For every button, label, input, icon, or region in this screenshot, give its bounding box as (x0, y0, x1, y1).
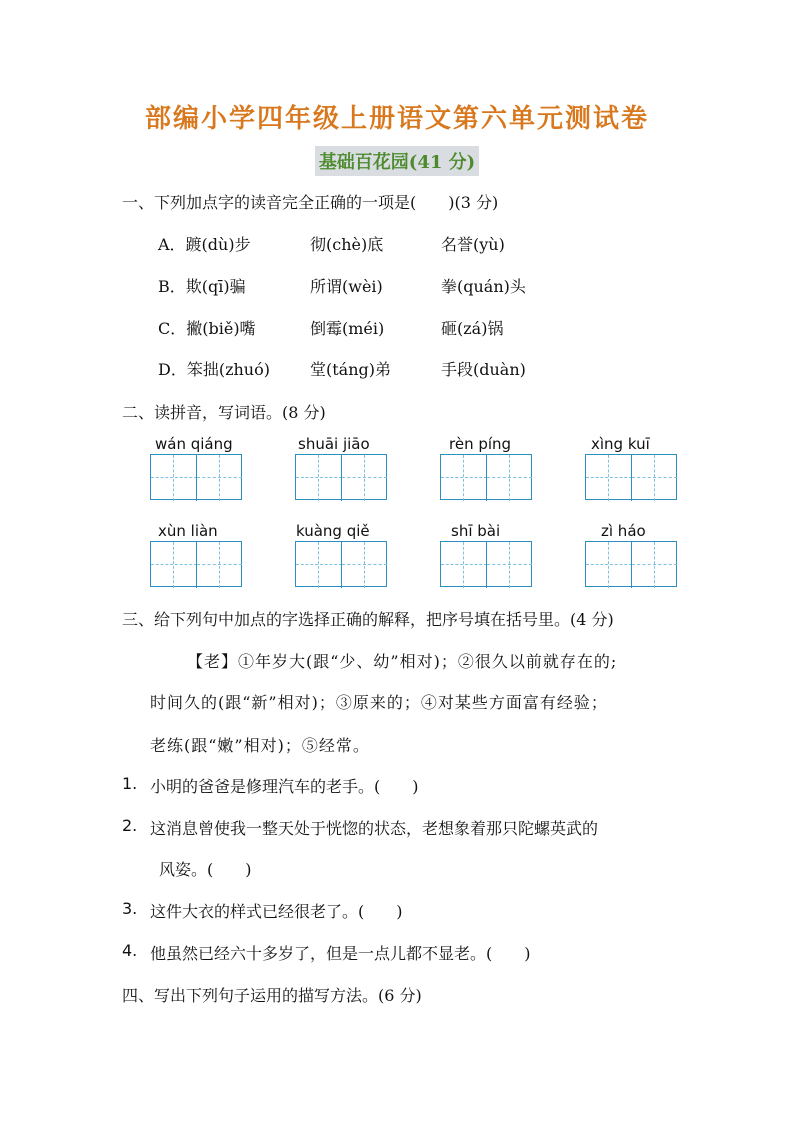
item-number: 1. (122, 774, 138, 793)
item-number: 3. (122, 899, 138, 918)
writing-grid[interactable] (440, 454, 532, 500)
option-b-2: 所谓(wèi) (310, 277, 383, 296)
option-d-1: D．笨拙(zhuó) (158, 360, 270, 379)
definition-line: 时间久的(跟“新”相对)；③原来的；④对某些方面富有经验； (150, 693, 608, 712)
pinyin-label: xìng kuī (591, 435, 650, 453)
item-number: 4. (122, 941, 138, 960)
definition-line: 老练(跟“嫩”相对)；⑤经常。 (150, 736, 370, 755)
option-b-1: B．欺(qī)骗 (158, 277, 246, 296)
pinyin-label: wán qiáng (155, 435, 233, 453)
item-text: 这件大衣的样式已经很老了。( ) (150, 902, 403, 921)
item-text: 他虽然已经六十多岁了，但是一点儿都不显老。( ) (150, 944, 531, 963)
option-a-3: 名誉(yù) (441, 235, 505, 254)
writing-grid[interactable] (150, 541, 242, 587)
writing-grid[interactable] (150, 454, 242, 500)
item-text-continued: 风姿。( ) (159, 860, 252, 879)
pinyin-label: rèn píng (449, 435, 512, 453)
writing-grid[interactable] (585, 454, 677, 500)
item-text: 这消息曾使我一整天处于恍惚的状态，老想象着那只陀螺英武的 (150, 819, 599, 838)
option-a-2: 彻(chè)底 (310, 235, 384, 254)
option-d-2: 堂(táng)弟 (310, 360, 392, 379)
pinyin-label: xùn liàn (158, 522, 218, 540)
question-1-prompt: 一、下列加点字的读音完全正确的一项是( )(3 分) (122, 193, 499, 212)
item-number: 2. (122, 816, 138, 835)
writing-grid[interactable] (585, 541, 677, 587)
section-heading: 基础百花园(41 分) (315, 146, 479, 176)
pinyin-label: zì háo (601, 522, 646, 540)
option-d-3: 手段(duàn) (441, 360, 526, 379)
section-heading-wrap (0, 146, 794, 176)
option-b-3: 拳(quán)头 (441, 277, 526, 296)
page-title: 部编小学四年级上册语文第六单元测试卷 (144, 104, 649, 134)
option-c-3: 砸(zá)锅 (441, 319, 504, 338)
question-4-prompt: 四、写出下列句子运用的描写方法。(6 分) (122, 986, 422, 1005)
option-c-1: C．撇(biě)嘴 (158, 319, 256, 338)
definition-line: 【老】①年岁大(跟“少、幼”相对)；②很久以前就存在的; (187, 652, 618, 671)
option-c-2: 倒霉(méi) (310, 319, 385, 338)
pinyin-label: shī bài (451, 522, 501, 540)
writing-grid[interactable] (295, 541, 387, 587)
option-a-1: A．踱(dù)步 (158, 235, 251, 254)
pinyin-label: shuāi jiāo (298, 435, 370, 453)
writing-grid[interactable] (440, 541, 532, 587)
item-text: 小明的爸爸是修理汽车的老手。( ) (150, 777, 419, 796)
question-3-prompt: 三、给下列句中加点的字选择正确的解释，把序号填在括号里。(4 分) (122, 610, 614, 629)
writing-grid[interactable] (295, 454, 387, 500)
question-2-prompt: 二、读拼音，写词语。(8 分) (122, 403, 326, 422)
pinyin-label: kuàng qiě (296, 522, 370, 540)
